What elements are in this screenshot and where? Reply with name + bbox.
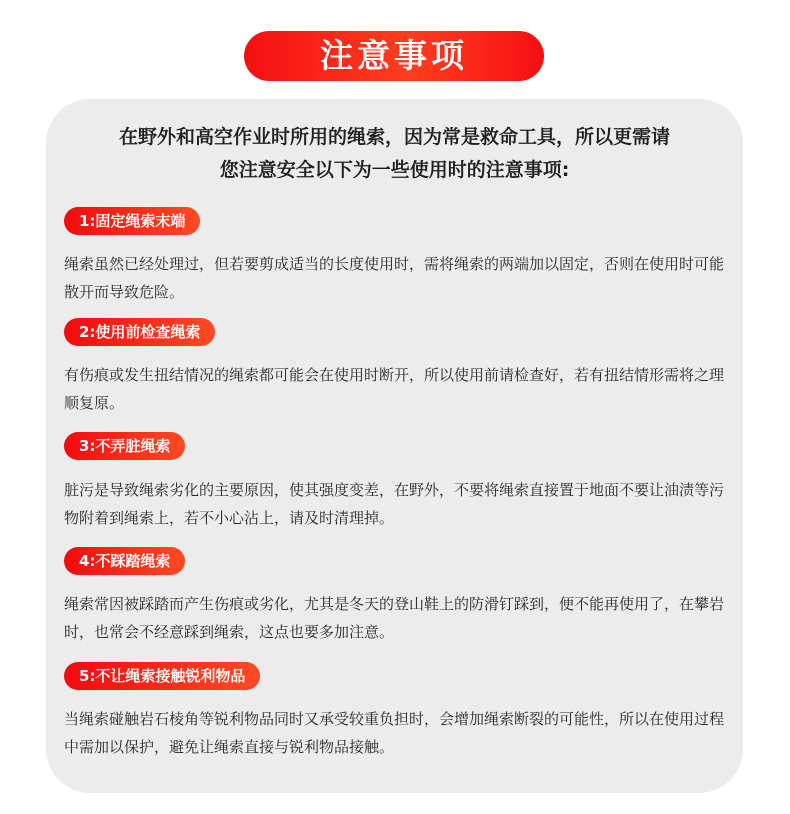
page-title: 注意事项 xyxy=(244,31,544,81)
section-text-3: 脏污是导致绳索劣化的主要原因，使其强度变差，在野外，不要将绳索直接置于地面不要让油渍等污物附着到绳索上，若不小心沾上，请及时清理掉。 xyxy=(64,481,725,527)
section-heading-1: 1:固定绳索末端 xyxy=(64,207,200,235)
section-text-1: 绳索虽然已经处理过，但若要剪成适当的长度使用时，需将绳索的两端加以固定，否则在使用时可能散开而导致危险。 xyxy=(64,255,725,301)
intro-line-1: 在野外和高空作业时所用的绳索，因为常是救命工具，所以更需请 xyxy=(118,126,670,148)
section-heading-5: 5:不让绳索接触锐利物品 xyxy=(64,662,260,690)
section-heading-4: 4:不踩踏绳索 xyxy=(64,547,185,575)
section-heading-3: 3:不弄脏绳索 xyxy=(64,432,185,460)
intro-text xyxy=(46,121,743,187)
section-text-5: 当绳索碰触岩石棱角等锐利物品同时又承受较重负担时，会增加绳索断裂的可能性，所以在使用过程中需加以保护，避免让绳索直接与锐利物品接触。 xyxy=(64,710,725,756)
intro-line-2: 您注意安全以下为一些使用时的注意事项: xyxy=(219,159,570,181)
section-text-4: 绳索常因被踩踏而产生伤痕或劣化，尤其是冬天的登山鞋上的防滑钉踩到，便不能再使用了，在攀岩时，也常会不经意踩到绳索，这点也要多加注意。 xyxy=(64,595,725,641)
notice-card xyxy=(46,99,743,793)
section-heading-2: 2:使用前检查绳索 xyxy=(64,318,215,346)
section-text-2: 有伤痕或发生扭结情况的绳索都可能会在使用时断开，所以使用前请检查好，若有扭结情形需将之理顺复原。 xyxy=(64,366,725,412)
